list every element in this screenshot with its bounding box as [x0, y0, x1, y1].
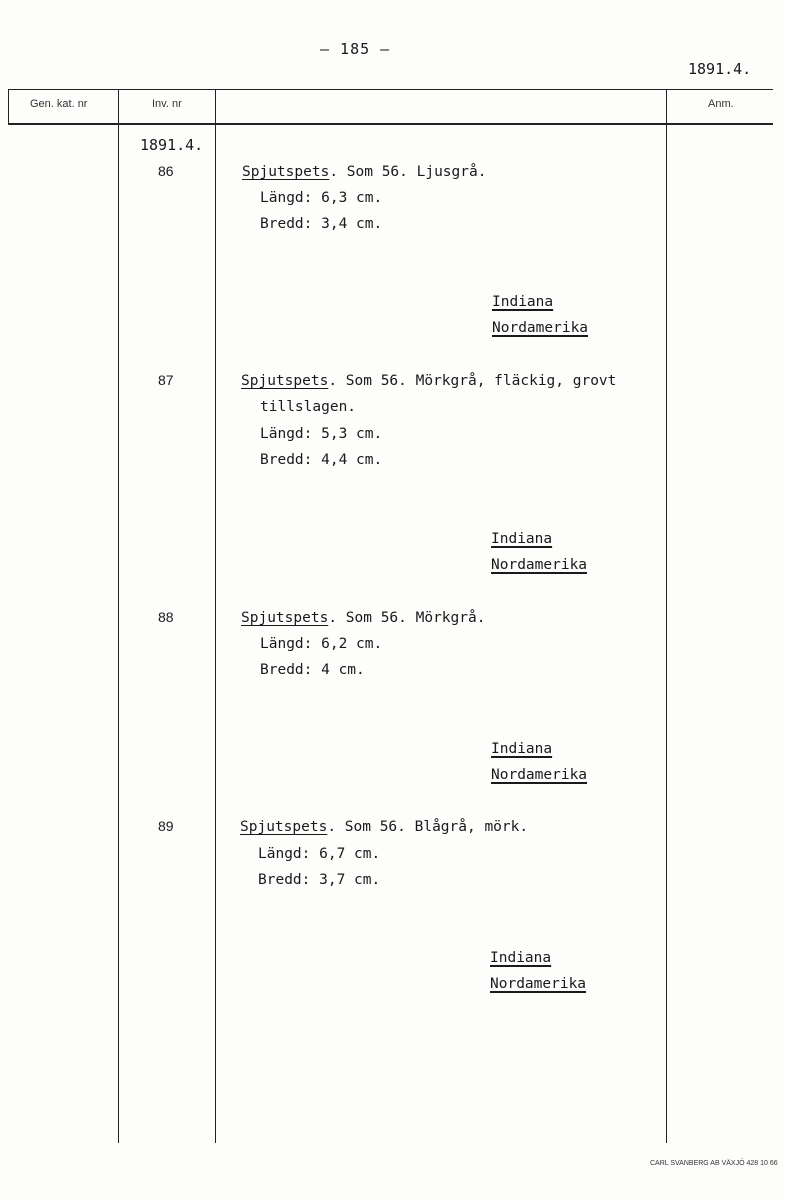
entry-description — [241, 373, 616, 389]
entry-length: Längd: 6,3 cm. — [260, 190, 383, 206]
entry-description — [242, 164, 486, 180]
entry-description-text: . Som 56. Ljusgrå. — [329, 164, 487, 180]
column-header-gen-kat-nr: Gen. kat. nr — [30, 98, 88, 110]
entry-width: Bredd: 3,7 cm. — [258, 872, 381, 888]
entry-place: Indiana — [490, 950, 552, 966]
entry-region: Nordamerika — [492, 320, 589, 336]
column-divider-inv-desc — [215, 89, 216, 1143]
entry-title: Spjutspets — [240, 819, 328, 835]
inventory-number: 86 — [158, 163, 174, 179]
inventory-number: 89 — [158, 818, 174, 834]
entry-place: Indiana — [491, 741, 553, 757]
entry-description-text: . Som 56. Mörkgrå. — [328, 610, 486, 626]
inventory-number: 87 — [158, 372, 174, 388]
header-top-rule — [8, 89, 773, 90]
entry-length: Längd: 6,7 cm. — [258, 846, 381, 862]
entry-title: Spjutspets — [241, 373, 329, 389]
inventory-date: 1891.4. — [140, 136, 204, 154]
entry-description-text: . Som 56. Blågrå, mörk. — [327, 819, 529, 835]
entry-region: Nordamerika — [490, 976, 587, 992]
entry-width: Bredd: 3,4 cm. — [260, 216, 383, 232]
entry-length: Längd: 6,2 cm. — [260, 636, 383, 652]
column-divider-left-edge — [8, 89, 9, 125]
column-divider-desc-anm — [666, 89, 667, 1143]
column-header-anm: Anm. — [708, 98, 734, 110]
entry-title: Spjutspets — [242, 164, 330, 180]
header-reference: 1891.4. — [688, 60, 752, 78]
entry-description — [241, 610, 485, 626]
column-header-inv-nr: Inv. nr — [152, 98, 182, 110]
entry-width: Bredd: 4,4 cm. — [260, 452, 383, 468]
entry-region: Nordamerika — [491, 767, 588, 783]
entry-place: Indiana — [492, 294, 554, 310]
entry-description-continued: tillslagen. — [260, 399, 357, 415]
printer-imprint: CARL SVANBERG AB VÄXJÖ 428 10 66 — [650, 1160, 778, 1167]
entry-description-text: . Som 56. Mörkgrå, fläckig, grovt — [328, 373, 617, 389]
entry-description — [240, 819, 528, 835]
column-divider-gen-inv — [118, 89, 119, 1143]
entry-width: Bredd: 4 cm. — [260, 662, 365, 678]
page-number: – 185 – — [320, 40, 391, 58]
header-bottom-rule — [8, 123, 773, 125]
inventory-number: 88 — [158, 609, 174, 625]
entry-place: Indiana — [491, 531, 553, 547]
entry-length: Längd: 5,3 cm. — [260, 426, 383, 442]
entry-title: Spjutspets — [241, 610, 329, 626]
entry-region: Nordamerika — [491, 557, 588, 573]
